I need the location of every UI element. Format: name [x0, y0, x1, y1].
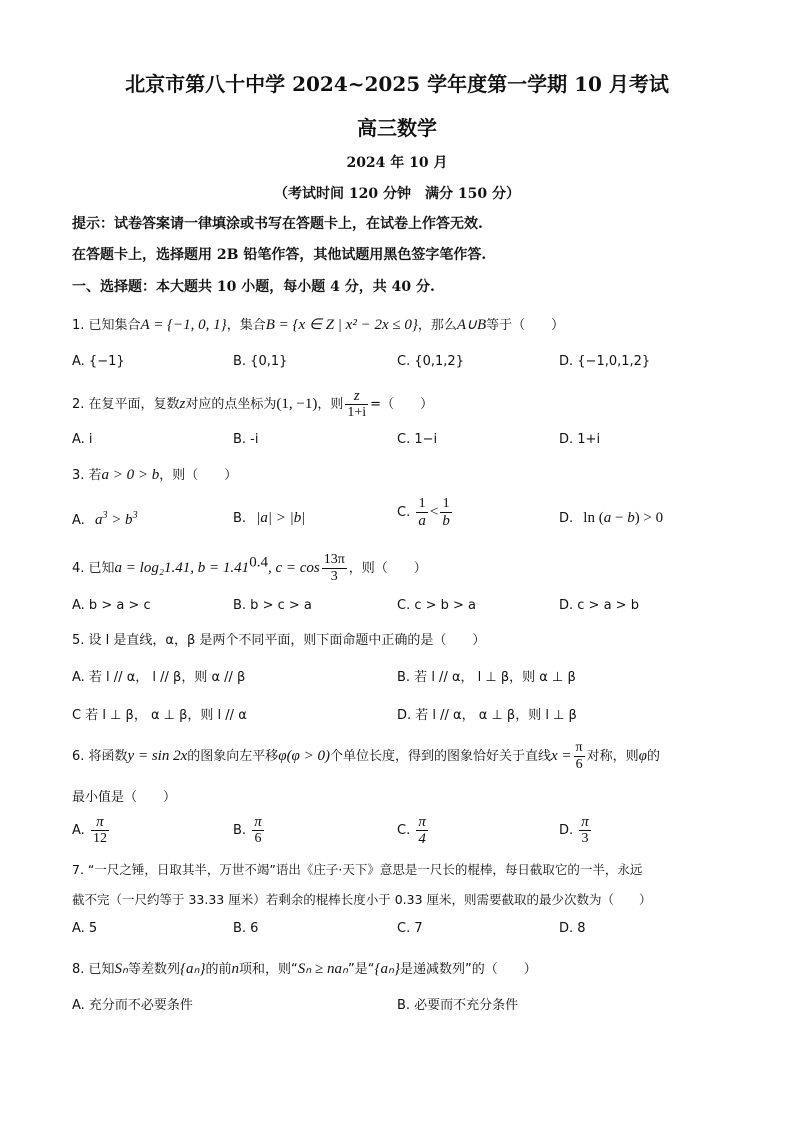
q6-option-b: B. $\frac{\pi}{6}$ — [233, 814, 262, 846]
q6-option-c: C. $\frac{\pi}{4}$ — [397, 814, 426, 847]
notice-1: 提示：试卷答案请一律填涂或书写在答题卡上，在试卷上作答无效. — [72, 216, 483, 232]
q2-option-d: D. 1+i — [559, 432, 601, 447]
set-b: B = {x ∈ Z | x² − 2x ≤ 0} — [265, 317, 418, 333]
q7-option-d: D. 8 — [559, 921, 586, 936]
q5-option-c: C 若 l ⊥ β， α ⊥ β，则 l // α — [72, 708, 247, 723]
exam-info: （考试时间 120 分钟 满分 150 分） — [274, 186, 520, 202]
q5-option-b: B. 若 l // α， l ⊥ β，则 α ⊥ β — [397, 670, 576, 685]
question-6-line-2: 最小值是（ ） — [72, 790, 177, 805]
q1-option-d: D. {−1,0,1,2} — [559, 354, 651, 369]
q7-option-a: A. 5 — [72, 921, 98, 936]
section-heading: 一、选择题：本大题共 10 小题，每小题 4 分，共 40 分. — [72, 279, 435, 295]
notice-2: 在答题卡上，选择题用 2B 铅笔作答，其他试题用黑色签字笔作答. — [72, 247, 487, 263]
subject-title: 高三数学 — [357, 116, 437, 140]
question-1: 1. 已知集合A = {−1, 0, 1}，集合B = {x ∈ Z | x² − 2x ≤ 0}，那么A∪B等于（ ） — [72, 317, 565, 333]
exam-title: 北京市第八十中学 2024~2025 学年度第一学期 10 月考试 — [125, 72, 669, 96]
fraction: $\frac{13\pi}{3}$ — [323, 552, 345, 584]
question-3: 3. 若a > 0 > b，则（ ） — [72, 467, 238, 483]
q4-option-c: C. c > b > a — [397, 598, 477, 613]
q6-option-a: A. $\frac{\pi}{12}$ — [72, 814, 107, 846]
q1-option-b: B. {0,1} — [233, 354, 288, 369]
q2-option-b: B. -i — [233, 432, 259, 447]
q2-option-c: C. 1−i — [397, 432, 438, 447]
q1-option-a: A. {−1} — [72, 354, 125, 369]
q3-option-d: D. ln (a − b) > 0 — [559, 510, 664, 526]
set-a: A = {−1, 0, 1} — [140, 317, 227, 333]
question-4: 4. 已知a = log₂1.41, $b = 1.41^{0.4}$, c = cos $\frac{13\pi}{3}$ ，则（ ） — [72, 552, 427, 584]
q3-option-a: A. $a^3 > b^3$ — [72, 510, 138, 528]
q3-option-b: B. |a| > |b| — [233, 510, 306, 526]
union-expr: A∪B — [456, 317, 487, 333]
fraction: $\frac{\pi}{6}$ — [575, 740, 583, 772]
question-7-line-2: 截不完（一尺约等于 33.33 厘米）若剩余的棍棒长度小于 0.33 厘米，则需要截取的最少次数为（ ） — [72, 892, 652, 907]
q6-option-d: D. $\frac{\pi}{3}$ — [559, 814, 589, 846]
q7-option-b: B. 6 — [233, 921, 259, 936]
q4-option-a: A. b > a > c — [72, 598, 151, 613]
q5-option-a: A. 若 l // α， l // β，则 α // β — [72, 670, 246, 685]
q8-option-b: B. 必要而不充分条件 — [397, 998, 519, 1013]
question-5: 5. 设 l 是直线，α，β 是两个不同平面，则下面命题中正确的是（ ） — [72, 633, 486, 648]
question-7-line-1: 7. “一尺之锤，日取其半，万世不竭”语出《庄子·天下》意思是一尺长的棍棒，每日截取它的一半，永远 — [72, 862, 643, 877]
q4-option-b: B. b > c > a — [233, 598, 312, 613]
fraction: $\frac{z}{1+i}$ — [347, 388, 367, 420]
q8-option-a: A. 充分而不必要条件 — [72, 998, 193, 1013]
q4-option-d: D. c > a > b — [559, 598, 639, 613]
exam-date: 2024 年 10 月 — [346, 155, 448, 171]
question-2: 2. 在复平面，复数z对应的点坐标为(1, −1)，则 $\frac{z}{1+i}$ =（ ） — [72, 388, 434, 420]
q1-option-c: C. {0,1,2} — [397, 354, 464, 369]
q5-option-d: D. 若 l // α， α ⊥ β，则 l ⊥ β — [397, 708, 577, 723]
question-6: 6. 将函数y = sin 2x的图象向左平移φ(φ > 0)个单位长度，得到的图象恰好关于直线x = $\frac{\pi}{6}$ 对称，则φ的 — [72, 740, 660, 772]
q3-option-c: C. $\frac{1}{a}$ < $\frac{1}{b}$ — [397, 496, 450, 529]
question-8: 8. 已知Sₙ等差数列{aₙ}的前n项和，则“Sₙ ≥ naₙ”是“{aₙ}是递减数列”的（ ） — [72, 961, 537, 977]
q7-option-c: C. 7 — [397, 921, 423, 936]
q2-option-a: A. i — [72, 432, 93, 447]
